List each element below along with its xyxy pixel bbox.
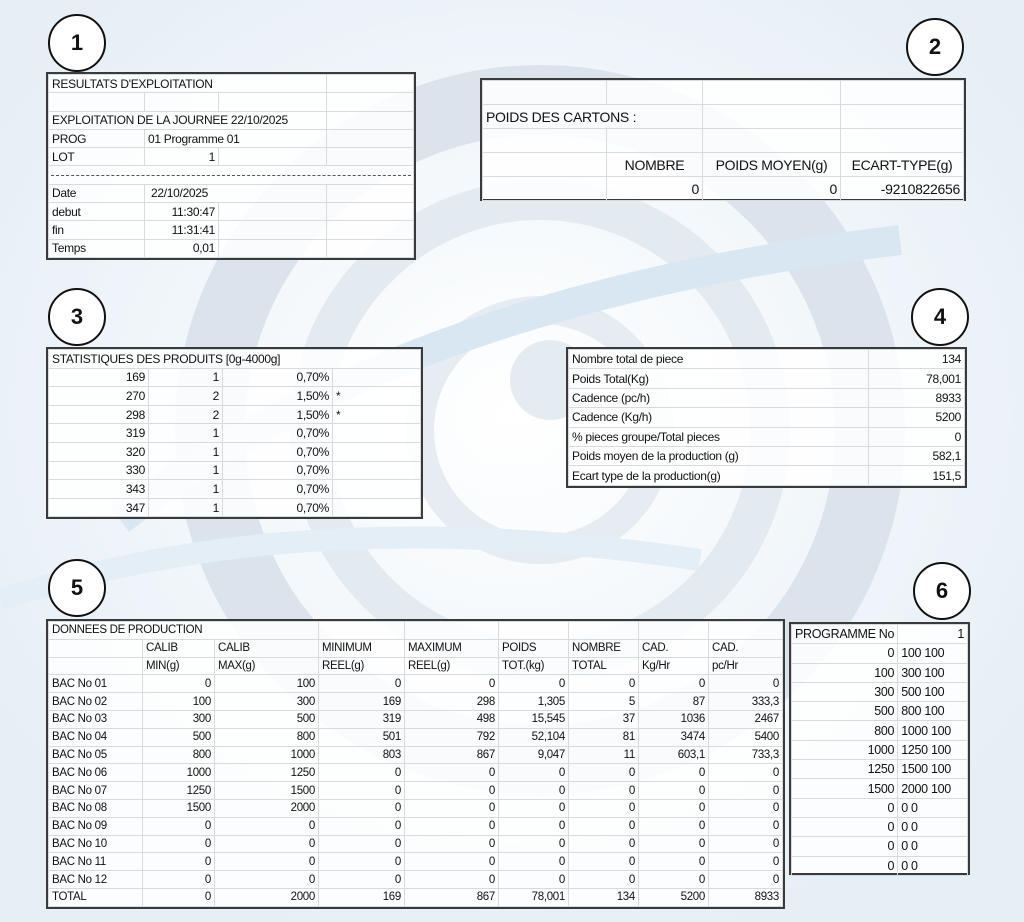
production-cell: 0 [569, 782, 639, 800]
programme-min: 0 [792, 856, 898, 875]
production-cell: 0 [639, 835, 709, 853]
stats-mark [333, 368, 421, 387]
stats-percent: 0,70% [223, 461, 333, 480]
production-cell: 501 [319, 728, 405, 746]
production-cell: 0 [143, 817, 215, 835]
production-cell: 800 [215, 728, 319, 746]
programme-max-pct: 0 0 [898, 856, 968, 875]
summary-label: Cadence (Kg/h) [569, 408, 869, 427]
total-cell: 867 [405, 888, 499, 906]
production-cell: 498 [405, 710, 499, 728]
programme-max-pct: 2000 100 [898, 779, 968, 798]
bac-label: BAC No 08 [49, 799, 143, 817]
programme-row [792, 760, 968, 779]
production-cell: 0 [215, 853, 319, 871]
production-header-cell: MAX(g) [215, 657, 319, 675]
production-cell: 0 [499, 853, 569, 871]
stats-count: 1 [149, 368, 223, 387]
total-cell: 134 [569, 888, 639, 906]
bac-label: BAC No 01 [49, 675, 143, 693]
programme-min: 1250 [792, 760, 898, 779]
bac-label: BAC No 12 [49, 871, 143, 889]
date-value: 22/10/2025 [145, 184, 327, 202]
fin-value: 11:31:41 [145, 221, 219, 239]
bac-label: BAC No 09 [49, 817, 143, 835]
production-cell: 9,047 [499, 746, 569, 764]
programme-min: 0 [792, 837, 898, 856]
production-cell: 52,104 [499, 728, 569, 746]
temps-label: Temps [49, 239, 145, 257]
stats-count: 2 [149, 405, 223, 424]
summary-value: 8933 [869, 388, 965, 407]
production-cell: 800 [143, 746, 215, 764]
summary-label: Nombre total de piece [569, 350, 869, 369]
production-header-cell: MIN(g) [143, 657, 215, 675]
summary-label: % pieces groupe/Total pieces [569, 427, 869, 446]
programme-max-pct: 500 100 [898, 682, 968, 701]
stats-row [49, 442, 421, 461]
stats-count: 2 [149, 387, 223, 406]
programme-row [792, 837, 968, 856]
production-header-cell [49, 657, 143, 675]
total-cell: 8933 [709, 888, 783, 906]
summary-label: Poids moyen de la production (g) [569, 446, 869, 465]
summary-label: Cadence (pc/h) [569, 388, 869, 407]
production-cell: 0 [319, 835, 405, 853]
production-header-row [49, 657, 783, 675]
production-cell: 1,305 [499, 693, 569, 711]
production-cell: 0 [639, 764, 709, 782]
total-cell: 5200 [639, 888, 709, 906]
production-cell: 5400 [709, 728, 783, 746]
bac-label: BAC No 05 [49, 746, 143, 764]
total-cell: 0 [143, 888, 215, 906]
production-header-cell: pc/Hr [709, 657, 783, 675]
production-cell: 1250 [143, 782, 215, 800]
production-cell: 0 [405, 782, 499, 800]
production-cell: 81 [569, 728, 639, 746]
programme-table [791, 624, 968, 876]
production-header-cell: CALIB [143, 639, 215, 657]
production-cell: 0 [405, 835, 499, 853]
programme-min: 0 [792, 817, 898, 836]
summary-value: 134 [869, 350, 965, 369]
production-cell: 0 [215, 871, 319, 889]
stats-row [49, 461, 421, 480]
production-row [49, 764, 783, 782]
stats-count: 1 [149, 480, 223, 499]
production-cell: 11 [569, 746, 639, 764]
programme-row [792, 817, 968, 836]
stats-mark [333, 498, 421, 517]
production-row [49, 871, 783, 889]
production-cell: 0 [143, 871, 215, 889]
production-cell: 0 [319, 871, 405, 889]
summary-value: 5200 [869, 408, 965, 427]
stats-mark [333, 442, 421, 461]
programme-row [792, 856, 968, 875]
programme-min: 800 [792, 721, 898, 740]
programme-row [792, 663, 968, 682]
production-cell: 733,3 [709, 746, 783, 764]
production-cell: 0 [639, 799, 709, 817]
production-data-panel [46, 619, 785, 909]
bac-label: BAC No 03 [49, 710, 143, 728]
stats-mark: * [333, 405, 421, 424]
production-cell: 1250 [215, 764, 319, 782]
date-label: Date [49, 184, 145, 202]
summary-row [569, 369, 965, 388]
production-cell: 0 [319, 853, 405, 871]
stats-weight: 298 [49, 405, 149, 424]
production-cell: 0 [405, 853, 499, 871]
stats-mark: * [333, 387, 421, 406]
section-badge-4: 4 [911, 288, 969, 346]
production-cell: 1000 [143, 764, 215, 782]
production-cell: 319 [319, 710, 405, 728]
production-cell: 0 [499, 782, 569, 800]
production-cell: 0 [499, 675, 569, 693]
bac-label: BAC No 07 [49, 782, 143, 800]
prog-label: PROG [49, 129, 145, 147]
stats-row [49, 405, 421, 424]
production-cell: 300 [215, 693, 319, 711]
summary-value: 151,5 [869, 466, 965, 485]
stats-row [49, 498, 421, 517]
production-header-cell: MAXIMUM [405, 639, 499, 657]
production-cell: 0 [405, 675, 499, 693]
stats-weight: 330 [49, 461, 149, 480]
production-cell: 37 [569, 710, 639, 728]
programme-min: 300 [792, 682, 898, 701]
production-cell: 100 [215, 675, 319, 693]
programme-max-pct: 1250 100 [898, 740, 968, 759]
stats-mark [333, 424, 421, 443]
temps-value: 0,01 [145, 239, 219, 257]
bac-label: BAC No 06 [49, 764, 143, 782]
production-cell: 0 [709, 871, 783, 889]
production-total-row [49, 888, 783, 906]
production-cell: 0 [639, 853, 709, 871]
production-cell: 0 [499, 764, 569, 782]
production-row [49, 782, 783, 800]
stats-mark [333, 480, 421, 499]
production-cell: 0 [639, 782, 709, 800]
production-cell: 0 [569, 853, 639, 871]
production-cell: 0 [639, 871, 709, 889]
stats-count: 1 [149, 461, 223, 480]
summary-table [568, 349, 965, 486]
programme-label: PROGRAMME No [792, 625, 898, 644]
production-header-cell: REEL(g) [319, 657, 405, 675]
production-cell: 0 [499, 817, 569, 835]
production-cell: 0 [569, 764, 639, 782]
stats-title: STATISTIQUES DES PRODUITS [0g-4000g] [49, 350, 421, 369]
production-cell: 0 [709, 835, 783, 853]
production-cell: 0 [143, 675, 215, 693]
carton-avg-value: 0 [703, 177, 841, 201]
production-cell: 0 [709, 675, 783, 693]
stats-weight: 320 [49, 442, 149, 461]
production-header-cell: Kg/Hr [639, 657, 709, 675]
production-header-cell: TOTAL [569, 657, 639, 675]
programme-max-pct: 0 0 [898, 837, 968, 856]
programme-min: 100 [792, 663, 898, 682]
summary-row [569, 388, 965, 407]
programme-min: 0 [792, 644, 898, 663]
carton-header-count: NOMBRE [607, 153, 703, 177]
production-cell: 0 [499, 871, 569, 889]
production-cell: 0 [709, 764, 783, 782]
lot-label: LOT [49, 148, 145, 166]
summary-row [569, 446, 965, 465]
stats-mark [333, 461, 421, 480]
production-cell: 500 [143, 728, 215, 746]
production-cell: 1036 [639, 710, 709, 728]
carton-header-avg: POIDS MOYEN(g) [703, 153, 841, 177]
total-cell: 78,001 [499, 888, 569, 906]
production-cell: 2000 [215, 799, 319, 817]
production-cell: 0 [569, 675, 639, 693]
summary-value: 78,001 [869, 369, 965, 388]
summary-label: Poids Total(Kg) [569, 369, 869, 388]
stats-weight: 319 [49, 424, 149, 443]
production-cell: 803 [319, 746, 405, 764]
production-cell: 0 [639, 675, 709, 693]
total-cell: 169 [319, 888, 405, 906]
production-row [49, 710, 783, 728]
debut-label: debut [49, 203, 145, 221]
programme-number: 1 [898, 625, 968, 644]
production-cell: 0 [499, 835, 569, 853]
production-cell: 298 [405, 693, 499, 711]
production-cell: 0 [143, 835, 215, 853]
production-header-cell: POIDS [499, 639, 569, 657]
section-badge-3: 3 [48, 288, 106, 346]
production-cell: 603,1 [639, 746, 709, 764]
production-header-cell: CAD. [639, 639, 709, 657]
production-cell: 500 [215, 710, 319, 728]
bac-label: BAC No 02 [49, 693, 143, 711]
production-cell: 0 [709, 782, 783, 800]
production-cell: 0 [709, 853, 783, 871]
production-header-cell: MINIMUM [319, 639, 405, 657]
programme-row [792, 682, 968, 701]
production-header-cell [49, 639, 143, 657]
production-cell: 1500 [215, 782, 319, 800]
programme-min: 1500 [792, 779, 898, 798]
carton-count-value: 0 [607, 177, 703, 201]
programme-min: 0 [792, 798, 898, 817]
summary-row [569, 466, 965, 485]
stats-row [49, 368, 421, 387]
production-row [49, 693, 783, 711]
production-cell: 0 [215, 835, 319, 853]
exploitation-results-panel [46, 72, 416, 260]
production-title: DONNEES DE PRODUCTION [49, 622, 319, 640]
programme-max-pct: 0 0 [898, 798, 968, 817]
production-cell: 0 [569, 871, 639, 889]
production-cell: 333,3 [709, 693, 783, 711]
production-row [49, 817, 783, 835]
production-cell: 3474 [639, 728, 709, 746]
carton-title: POIDS DES CARTONS : [483, 105, 703, 129]
carton-header-std: ECART-TYPE(g) [841, 153, 964, 177]
production-header-cell: CAD. [709, 639, 783, 657]
production-cell: 2467 [709, 710, 783, 728]
production-cell: 0 [143, 853, 215, 871]
stats-percent: 0,70% [223, 368, 333, 387]
production-row [49, 799, 783, 817]
production-cell: 5 [569, 693, 639, 711]
programme-row [792, 702, 968, 721]
programme-row [792, 740, 968, 759]
production-cell: 87 [639, 693, 709, 711]
production-cell: 867 [405, 746, 499, 764]
production-header-cell: NOMBRE [569, 639, 639, 657]
production-cell: 0 [639, 817, 709, 835]
summary-row [569, 427, 965, 446]
stats-count: 1 [149, 498, 223, 517]
production-cell: 0 [709, 799, 783, 817]
production-cell: 1500 [143, 799, 215, 817]
production-cell: 0 [709, 817, 783, 835]
production-row [49, 746, 783, 764]
summary-value: 582,1 [869, 446, 965, 465]
production-row [49, 728, 783, 746]
stats-count: 1 [149, 442, 223, 461]
summary-value: 0 [869, 427, 965, 446]
production-row [49, 835, 783, 853]
programme-panel [789, 622, 970, 875]
stats-row [49, 387, 421, 406]
stats-percent: 0,70% [223, 480, 333, 499]
production-cell: 0 [405, 871, 499, 889]
production-cell: 169 [319, 693, 405, 711]
production-cell: 0 [319, 675, 405, 693]
stats-count: 1 [149, 424, 223, 443]
prog-value: 01 Programme 01 [145, 129, 327, 147]
production-cell: 1000 [215, 746, 319, 764]
stats-weight: 347 [49, 498, 149, 517]
production-cell: 0 [215, 817, 319, 835]
stats-percent: 0,70% [223, 442, 333, 461]
exploitation-table [48, 74, 414, 258]
carton-table [482, 80, 964, 201]
production-cell: 0 [569, 799, 639, 817]
programme-min: 500 [792, 702, 898, 721]
production-header-cell: TOT.(kg) [499, 657, 569, 675]
production-summary-panel [566, 347, 967, 488]
production-cell: 0 [319, 817, 405, 835]
production-cell: 100 [143, 693, 215, 711]
stats-table [48, 349, 421, 517]
production-cell: 300 [143, 710, 215, 728]
stats-weight: 343 [49, 480, 149, 499]
production-header-cell: CALIB [215, 639, 319, 657]
production-cell: 0 [319, 764, 405, 782]
summary-label: Ecart type de la production(g) [569, 466, 869, 485]
production-table [48, 621, 783, 907]
carton-std-value: -9210822656 [841, 177, 964, 201]
exploitation-day: EXPLOITATION DE LA JOURNEE 22/10/2025 [49, 111, 327, 129]
programme-max-pct: 1000 100 [898, 721, 968, 740]
stats-weight: 270 [49, 387, 149, 406]
production-header-cell: REEL(g) [405, 657, 499, 675]
production-cell: 0 [319, 782, 405, 800]
stats-row [49, 424, 421, 443]
total-cell: 2000 [215, 888, 319, 906]
section-badge-5: 5 [48, 559, 106, 617]
carton-weights-panel [480, 78, 966, 201]
programme-row [792, 779, 968, 798]
programme-row [792, 644, 968, 663]
production-cell: 792 [405, 728, 499, 746]
stats-percent: 0,70% [223, 498, 333, 517]
production-row [49, 853, 783, 871]
section-badge-1: 1 [48, 14, 106, 72]
production-cell: 0 [405, 817, 499, 835]
production-cell: 0 [319, 799, 405, 817]
programme-row [792, 798, 968, 817]
exploitation-title: RESULTATS D'EXPLOITATION [49, 75, 327, 93]
section-badge-6: 6 [913, 562, 971, 620]
production-cell: 0 [499, 799, 569, 817]
programme-max-pct: 0 0 [898, 817, 968, 836]
summary-row [569, 408, 965, 427]
stats-percent: 0,70% [223, 424, 333, 443]
production-row [49, 675, 783, 693]
programme-max-pct: 100 100 [898, 644, 968, 663]
bac-label: BAC No 04 [49, 728, 143, 746]
stats-row [49, 480, 421, 499]
production-cell: 0 [405, 799, 499, 817]
bac-label: BAC No 11 [49, 853, 143, 871]
product-statistics-panel [46, 347, 423, 519]
separator-dashes [49, 175, 414, 176]
debut-value: 11:30:47 [145, 203, 219, 221]
production-header-row [49, 639, 783, 657]
production-cell: 0 [569, 817, 639, 835]
section-badge-2: 2 [906, 18, 964, 76]
lot-value: 1 [145, 148, 219, 166]
bac-label: BAC No 10 [49, 835, 143, 853]
programme-max-pct: 300 100 [898, 663, 968, 682]
stats-percent: 1,50% [223, 387, 333, 406]
programme-min: 1000 [792, 740, 898, 759]
programme-max-pct: 800 100 [898, 702, 968, 721]
production-cell: 0 [405, 764, 499, 782]
fin-label: fin [49, 221, 145, 239]
programme-row [792, 721, 968, 740]
stats-weight: 169 [49, 368, 149, 387]
production-cell: 0 [569, 835, 639, 853]
stats-percent: 1,50% [223, 405, 333, 424]
total-label: TOTAL [49, 888, 143, 906]
programme-max-pct: 1500 100 [898, 760, 968, 779]
summary-row [569, 350, 965, 369]
production-cell: 15,545 [499, 710, 569, 728]
